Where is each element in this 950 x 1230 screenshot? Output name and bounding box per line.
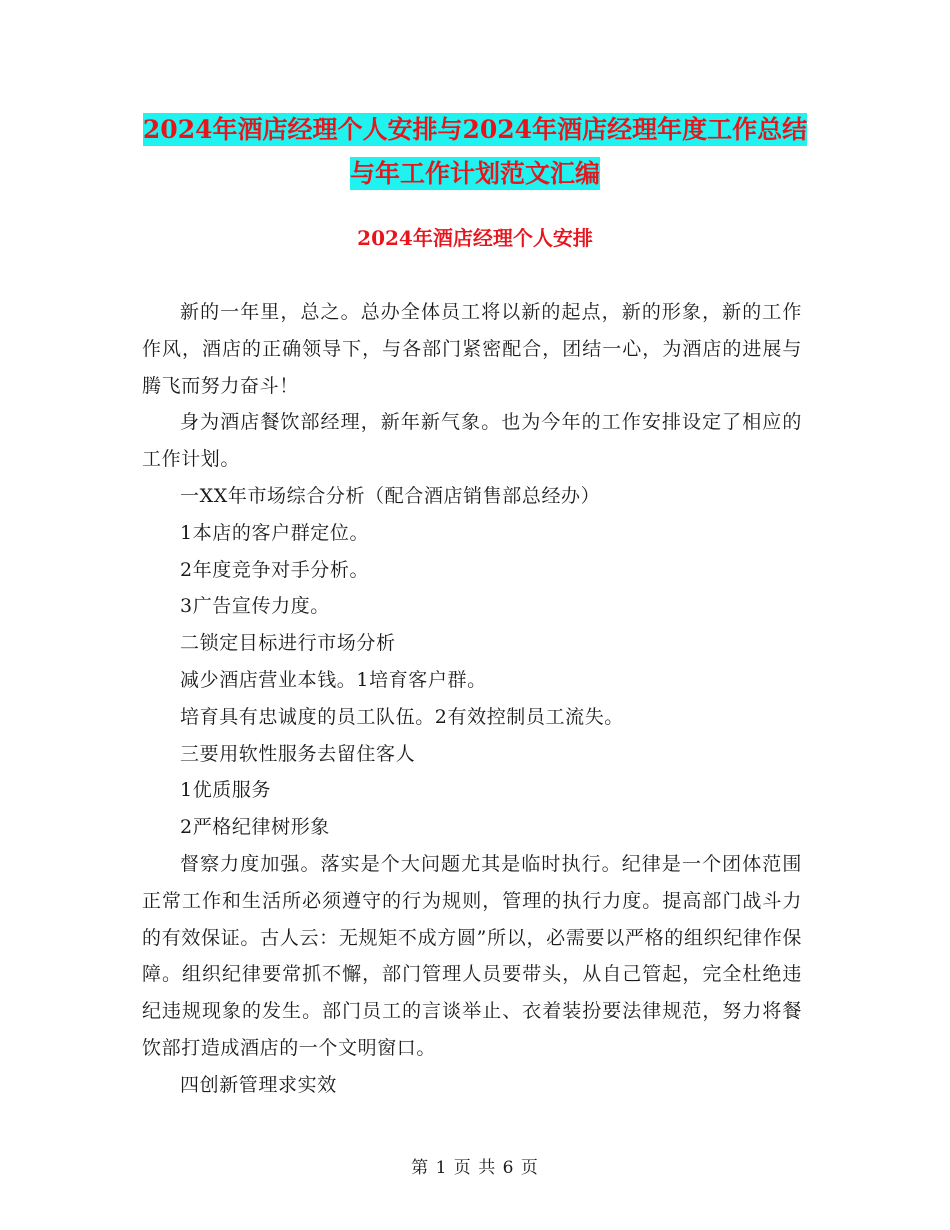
paragraph: 新的一年里，总之。总办全体员工将以新的起点，新的形象，新的工作作风，酒店的正确领导下，与各部门紧密配合，团结一心，为酒店的进展与腾飞而努力奋斗！ [142,301,802,397]
document-title-text: 2024年酒店经理个人安排与2024年酒店经理年度工作总结与年工作计划范文汇编 [142,115,808,188]
paragraph: 1本店的客户群定位。 [180,521,370,544]
paragraph: 培育具有忠诚度的员工队伍。2有效控制员工流失。 [180,705,624,728]
paragraph: 2严格纪律树形象 [180,816,330,839]
paragraph: 三要用软性服务去留住客人 [180,742,416,765]
paragraph: 身为酒店餐饮部经理，新年新气象。也为今年的工作安排设定了相应的工作计划。 [142,411,802,471]
paragraph: 2年度竞争对手分析。 [180,558,370,581]
paragraph: 1优质服务 [180,779,272,802]
document-body [142,294,802,1104]
paragraph: 督察力度加强。落实是个大问题尤其是临时执行。纪律是一个团体范围正常工作和生活所必须遵守的行为规则，管理的执行力度。提高部门战斗力的有效保证。古人云：无规矩不成方圆”所以，必需要以严格的组织纪律作保障。组织纪律要常抓不懈，部门管理人员要带头，从自己管起，完全杜绝违纪违规现象的发生。部门员工的言谈举止、衣着装扮要法律规范，努力将餐饮部打造成酒店的一个文明窗口。 [142,852,802,1059]
paragraph: 一XX年市场综合分析（配合酒店销售部总经办） [180,484,601,507]
paragraph: 二锁定目标进行市场分析 [180,632,396,655]
page-number-footer: 第 1 页 共 6 页 [411,1158,539,1178]
paragraph: 3广告宣传力度。 [180,595,330,618]
paragraph: 减少酒店营业本钱。1培育客户群。 [180,668,487,691]
document-title [140,108,810,196]
paragraph: 四创新管理求实效 [180,1073,337,1096]
section-title: 2024年酒店经理个人安排 [357,226,593,250]
